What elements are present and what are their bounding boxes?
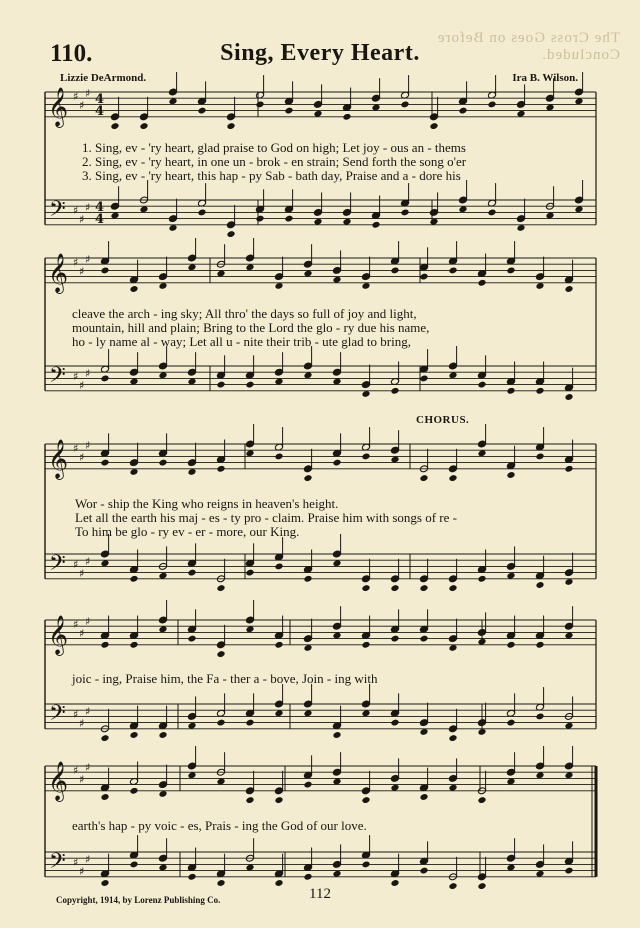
notehead [274, 641, 283, 649]
treble-clef: 𝄞 [48, 439, 69, 479]
notehead [390, 719, 399, 727]
notehead [371, 221, 380, 229]
sharp-sign: ♯ [79, 451, 85, 464]
sharp-sign: ♯ [85, 253, 91, 266]
notehead [564, 285, 573, 293]
bass-clef: 𝄢 [49, 551, 66, 581]
lyricist-credit: Lizzie DeArmond. [60, 72, 147, 84]
notehead [100, 734, 109, 742]
notehead [477, 796, 486, 804]
notehead [187, 873, 196, 881]
sharp-sign: ♯ [79, 773, 85, 786]
notehead [361, 584, 370, 592]
notehead [390, 584, 399, 592]
hymn-number: 110. [50, 40, 93, 67]
sharp-sign: ♯ [85, 439, 91, 452]
notehead [419, 273, 428, 281]
notehead [303, 781, 312, 789]
sharp-sign: ♯ [79, 265, 85, 278]
composer-credit: Ira B. Wilson. [512, 72, 578, 84]
bass-clef: 𝄢 [49, 363, 66, 393]
treble-clef: 𝄞 [48, 253, 69, 293]
notehead [245, 569, 254, 577]
notehead [100, 374, 109, 382]
notehead [419, 584, 428, 592]
time-signature: 4 [95, 92, 105, 107]
notehead [361, 641, 370, 649]
notehead [487, 100, 496, 108]
notehead [564, 867, 573, 875]
hymn-title: Sing, Every Heart. [220, 40, 420, 66]
notehead [477, 575, 486, 583]
notehead [197, 208, 206, 216]
bleed-through-text: The Cross Goes on Before Concluded. [436, 30, 620, 63]
sharp-sign: ♯ [79, 567, 85, 580]
notehead [216, 650, 225, 658]
notehead [129, 731, 138, 739]
notehead [419, 374, 428, 382]
notehead [129, 860, 138, 868]
lyric-line: 3. Sing, ev - 'ry heart, this hap - py Sab - bath day, Praise and a - dore his [82, 168, 461, 183]
notehead [158, 731, 167, 739]
notehead [419, 793, 428, 801]
sharp-sign: ♯ [73, 708, 79, 721]
treble-clef: 𝄞 [48, 615, 69, 655]
sharp-sign: ♯ [73, 90, 79, 103]
notehead [187, 569, 196, 577]
sharp-sign: ♯ [79, 379, 85, 392]
notehead [458, 107, 467, 115]
treble-clef: 𝄞 [48, 761, 69, 801]
notehead [361, 796, 370, 804]
notehead [535, 581, 544, 589]
bass-clef: 𝄢 [49, 701, 66, 731]
notehead [535, 387, 544, 395]
sharp-sign: ♯ [85, 761, 91, 774]
lyric-line: Wor - ship the King who reigns in heaven's height. [75, 496, 339, 511]
lyric-line: ho - ly name al - way; Let all u - nite their trib - ute glad to bring, [72, 334, 411, 349]
notehead [400, 208, 409, 216]
time-signature: 4 [95, 104, 105, 119]
notehead [187, 635, 196, 643]
notehead [506, 387, 515, 395]
notehead [284, 107, 293, 115]
notehead [100, 793, 109, 801]
notehead [129, 641, 138, 649]
notehead [506, 266, 515, 274]
sharp-sign: ♯ [85, 367, 91, 380]
notehead [342, 113, 351, 121]
notehead [284, 215, 293, 223]
sharp-sign: ♯ [85, 555, 91, 568]
lyric-line: cleave the arch - ing sky; All thro' the days so full of joy and light, [72, 306, 417, 321]
lyric-line: joic - ing, Praise him, the Fa - ther a - bove, Join - ing with [72, 671, 378, 686]
notehead [361, 452, 370, 460]
notehead [506, 719, 515, 727]
notehead [100, 641, 109, 649]
sharp-sign: ♯ [79, 213, 85, 226]
sharp-sign: ♯ [73, 204, 79, 217]
sharp-sign: ♯ [73, 370, 79, 383]
notehead [419, 867, 428, 875]
notehead [274, 796, 283, 804]
notehead [129, 787, 138, 795]
sharp-sign: ♯ [73, 856, 79, 869]
notehead [110, 122, 119, 130]
lyric-line: 1. Sing, ev - 'ry heart, glad praise to God on high; Let joy - ous an - thems [82, 140, 466, 155]
notehead [100, 459, 109, 467]
sharp-sign: ♯ [73, 618, 79, 631]
notehead [564, 393, 573, 401]
sharp-sign: ♯ [79, 627, 85, 640]
notehead [332, 459, 341, 467]
notehead [506, 471, 515, 479]
notehead [216, 381, 225, 389]
notehead [419, 474, 428, 482]
notehead [139, 122, 148, 130]
notehead [216, 465, 225, 473]
notehead [129, 575, 138, 583]
sharp-sign: ♯ [79, 99, 85, 112]
notehead [332, 731, 341, 739]
copyright-notice: Copyright, 1914, by Lorenz Publishing Co. [56, 895, 221, 905]
notehead [535, 641, 544, 649]
notehead [274, 452, 283, 460]
notehead [255, 215, 264, 223]
notehead [303, 873, 312, 881]
lyric-line: 2. Sing, ev - 'ry heart, in one un - brok - en strain; Send forth the song o'er [82, 154, 467, 169]
page-number: 112 [309, 886, 331, 902]
notehead [216, 584, 225, 592]
notehead [400, 100, 409, 108]
notehead [303, 474, 312, 482]
treble-clef: 𝄞 [48, 87, 69, 127]
sharp-sign: ♯ [85, 201, 91, 214]
sharp-sign: ♯ [73, 764, 79, 777]
chorus-label: CHORUS. [416, 414, 470, 426]
lyric-line: To him be glo - ry ev - er - more, our King. [75, 524, 300, 539]
notehead [197, 107, 206, 115]
notehead [564, 465, 573, 473]
bass-clef: 𝄢 [49, 849, 66, 879]
notehead [129, 285, 138, 293]
lyric-line: mountain, hill and plain; Bring to the Lord the glo - ry due his name, [72, 320, 430, 335]
notehead [361, 860, 370, 868]
bass-clef: 𝄢 [49, 197, 66, 227]
notehead [448, 734, 457, 742]
sharp-sign: ♯ [79, 717, 85, 730]
notehead [419, 635, 428, 643]
lyric-line: earth's hap - py voic - es, Prais - ing the God of our love. [72, 818, 367, 833]
notehead [255, 100, 264, 108]
notehead [448, 584, 457, 592]
sharp-sign: ♯ [85, 853, 91, 866]
sharp-sign: ♯ [85, 87, 91, 100]
notehead [429, 122, 438, 130]
sharp-sign: ♯ [73, 558, 79, 571]
notehead [303, 575, 312, 583]
sharp-sign: ♯ [79, 865, 85, 878]
sharp-sign: ♯ [85, 615, 91, 628]
notehead [477, 279, 486, 287]
notehead [390, 635, 399, 643]
time-signature: 4 [95, 212, 105, 227]
notehead [535, 712, 544, 720]
notehead [158, 459, 167, 467]
notehead [245, 796, 254, 804]
sharp-sign: ♯ [73, 256, 79, 269]
notehead [477, 381, 486, 389]
notehead [100, 266, 109, 274]
sharp-sign: ♯ [85, 705, 91, 718]
notehead [487, 208, 496, 216]
notehead [226, 122, 235, 130]
time-signature: 4 [95, 200, 105, 215]
notehead [448, 266, 457, 274]
lyric-line: Let all the earth his maj - es - ty pro - claim. Praise him with songs of re - [75, 510, 457, 525]
notehead [390, 387, 399, 395]
notehead [216, 719, 225, 727]
sharp-sign: ♯ [73, 442, 79, 455]
notehead [535, 452, 544, 460]
notehead [390, 266, 399, 274]
notehead [506, 641, 515, 649]
notehead [226, 230, 235, 238]
notehead [245, 719, 254, 727]
notehead [245, 381, 254, 389]
notehead [448, 474, 457, 482]
notehead [274, 562, 283, 570]
